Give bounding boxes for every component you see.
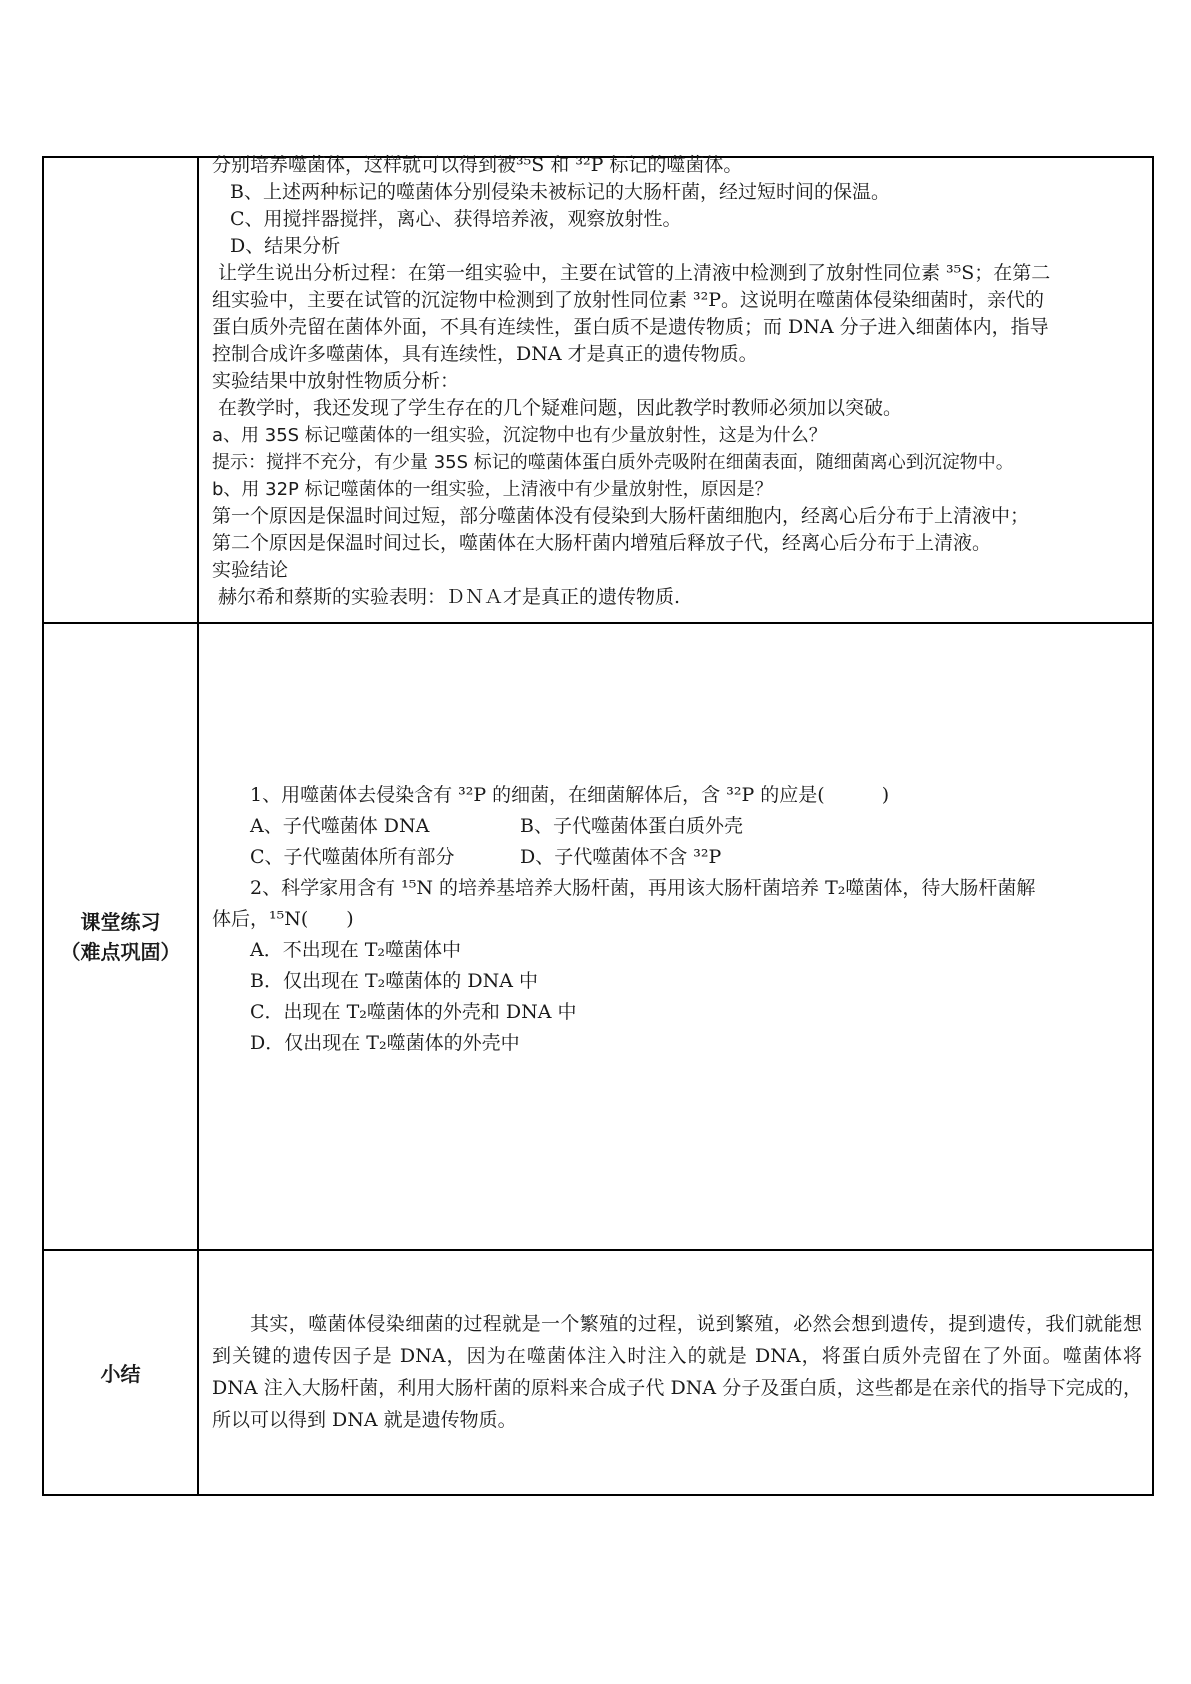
- summary-content-cell: [212, 1308, 1142, 1436]
- text-line: D、结果分析: [230, 235, 341, 257]
- option-d: D．仅出现在 T₂噬菌体的外壳中: [250, 1032, 520, 1054]
- practice-content-cell: [212, 780, 1142, 1059]
- text-line: 分别培养噬菌体，这样就可以得到被³⁵S 和 ³²P 标记的噬菌体。: [212, 154, 743, 176]
- row-divider-2: [44, 1249, 1152, 1251]
- summary-label-cell: [44, 1251, 197, 1496]
- text-line: 第二个原因是保温时间过长，噬菌体在大肠杆菌内增殖后释放子代，经离心后分布于上清液。: [212, 532, 992, 554]
- lesson-table: [42, 156, 1154, 1496]
- text-line: 在教学时，我还发现了学生存在的几个疑难问题，因此教学时教师必须加以突破。: [218, 397, 903, 419]
- question-a: a、用 35S 标记噬菌体的一组实验，沉淀物中也有少量放射性，这是为什么？: [212, 425, 827, 446]
- subheading-conclusion: 实验结论: [212, 559, 289, 581]
- text-line: 控制合成许多噬菌体，具有连续性，DNA 才是真正的遗传物质。: [212, 343, 758, 365]
- question-2-stem-line-1: 2、科学家用含有 ¹⁵N 的培养基培养大肠杆菌，再用该大肠杆菌培养 T₂噬菌体，待大肠杆菌解: [250, 877, 1036, 899]
- practice-sublabel: （难点巩固）: [60, 939, 181, 964]
- text-line: 蛋白质外壳留在菌体外面，不具有连续性，蛋白质不是遗传物质；而 DNA 分子进入细菌体内，指导: [212, 316, 1049, 338]
- question-1-options-row-1: [212, 811, 1142, 842]
- column-divider: [197, 158, 199, 1494]
- text-line: 组实验中，主要在试管的沉淀物中检测到了放射性同位素 ³²P。这说明在噬菌体侵染细菌时，亲代的: [212, 289, 1045, 311]
- option-c: C、子代噬菌体所有部分: [250, 846, 455, 868]
- option-a: A、子代噬菌体 DNA: [250, 815, 430, 837]
- summary-text: 其实，噬菌体侵染细菌的过程就是一个繁殖的过程，说到繁殖，必然会想到遗传，提到遗传，我们就能想到关键的遗传因子是 DNA，因为在噬菌体注入时注入的就是 DNA，将蛋白质外壳留在了外面。噬菌体将 DNA 注入大肠杆菌，利用大肠杆菌的原料来合成子代 DNA 分子及蛋白质，这些都是在亲代的指导下完成的，所以可以得到 DNA 就是遗传物质。: [212, 1313, 1142, 1431]
- option-d: D、子代噬菌体不含 ³²P: [520, 846, 722, 868]
- text-line: B、上述两种标记的噬菌体分别侵染未被标记的大肠杆菌，经过短时间的保温。: [230, 181, 890, 203]
- text-line: 实验结果中放射性物质分析：: [212, 370, 460, 392]
- question-b: b、用 32P 标记噬菌体的一组实验，上清液中有少量放射性，原因是？: [212, 479, 773, 500]
- question-2-stem-line-2: 体后，¹⁵N( ): [212, 908, 354, 930]
- conclusion-text: 赫尔希和蔡斯的实验表明：ＤＮＡ才是真正的遗传物质.: [218, 586, 681, 608]
- option-b: B．仅出现在 T₂噬菌体的 DNA 中: [250, 970, 538, 992]
- hint-line: 提示：搅拌不充分，有少量 35S 标记的噬菌体蛋白质外壳吸附在细菌表面，随细菌离心到沉淀物中。: [212, 452, 1014, 473]
- practice-label-cell: [44, 624, 197, 1249]
- text-line: 让学生说出分析过程：在第一组实验中，主要在试管的上清液中检测到了放射性同位素 ³⁵S；在第二: [218, 262, 1051, 284]
- question-1-stem: 1、用噬菌体去侵染含有 ³²P 的细菌，在细菌解体后，含 ³²P 的应是( ): [250, 784, 890, 806]
- row-divider-1: [44, 622, 1152, 624]
- practice-label: 课堂练习: [80, 909, 161, 934]
- summary-label: 小结: [100, 1361, 141, 1386]
- text-line: C、用搅拌器搅拌，离心、获得培养液，观察放射性。: [230, 208, 682, 230]
- question-1-options-row-2: [212, 842, 1142, 873]
- option-a: A．不出现在 T₂噬菌体中: [250, 939, 462, 961]
- option-c: C．出现在 T₂噬菌体的外壳和 DNA 中: [250, 1001, 577, 1023]
- option-b: B、子代噬菌体蛋白质外壳: [520, 815, 743, 837]
- text-line: 第一个原因是保温时间过短，部分噬菌体没有侵染到大肠杆菌细胞内，经离心后分布于上清液中；: [212, 505, 1030, 527]
- experiment-analysis-cell: [212, 152, 1142, 611]
